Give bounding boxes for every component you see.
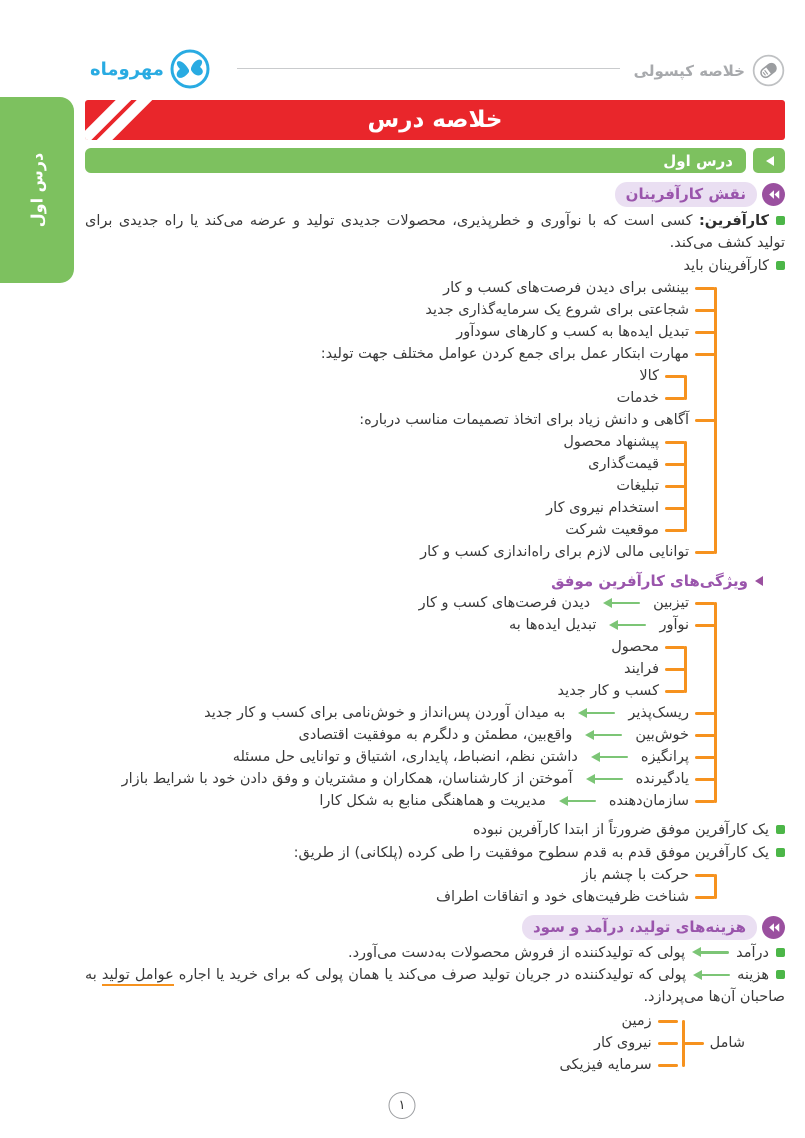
tree-item (559, 1054, 683, 1076)
tree-item (85, 519, 685, 541)
tree-item-label: مهارت ابتکار عمل برای جمع کردن عوامل مختلف جهت تولید: (320, 346, 689, 362)
tree-item (85, 475, 685, 497)
tree-item (85, 321, 715, 343)
entrepreneurs-must-label-row (85, 254, 785, 277)
bracket-tick (695, 602, 715, 605)
cost-desc: پولی که تولیدکننده در جریان تولید صرف می‌کند یا همان پولی که برای خرید یا اجاره (173, 967, 687, 983)
tree-item (85, 387, 685, 409)
bracket-tick (684, 1042, 704, 1045)
tree-item (85, 680, 685, 702)
trait-term: ریسک‌پذیر (628, 705, 689, 721)
trait-term: خوش‌بین (635, 727, 689, 743)
income-definition-row (85, 941, 785, 964)
page-number-value: ۱ (398, 1098, 406, 1113)
trait-row (85, 746, 715, 768)
left-arrow-icon (585, 730, 622, 741)
trait-desc: داشتن نظم، انضباط، پایداری، اشتیاق و توانایی حل مسئله (232, 749, 578, 765)
production-sub-tree (85, 365, 685, 409)
tree-item-label: محصول (611, 639, 659, 655)
success-bullet-2 (85, 841, 785, 864)
page-number (389, 1092, 416, 1119)
trait-row (85, 702, 715, 724)
bracket-tick (695, 800, 715, 803)
section-heading-label: نقش کارآفرینان (615, 182, 757, 207)
trait-row (85, 790, 715, 812)
bracket-tick (695, 712, 715, 715)
lesson-bar-label: درس اول (663, 151, 733, 170)
tree-item (559, 1032, 683, 1054)
cost-desc-rest: به صاحبان آن‌ها می‌پردازد. (85, 967, 785, 1005)
cost-term: هزینه (737, 967, 769, 983)
bracket-tick (695, 353, 715, 356)
tree-item-label: نیروی کار (593, 1035, 652, 1051)
section-heading-label: ویژگی‌های کارآفرین موفق (551, 571, 748, 590)
lesson-side-tab (0, 97, 74, 283)
tree-item (85, 886, 715, 908)
tree-item-label: شجاعتی برای شروع یک سرمایه‌گذاری جدید (425, 302, 689, 318)
bracket-line (684, 375, 687, 400)
doc-label-text: خلاصه کپسولی (633, 61, 745, 80)
trait-term: تیزبین (653, 595, 689, 611)
bracket-tick (665, 463, 685, 466)
left-arrow-icon (559, 796, 596, 807)
summary-banner (85, 100, 785, 140)
trait-term: سازمان‌دهنده (608, 793, 689, 809)
tree-item-label: استخدام نیروی کار (546, 500, 659, 516)
section-heading-traits (85, 569, 785, 592)
bracket-tick (695, 551, 715, 554)
lesson-bar-arrow-badge (753, 148, 785, 173)
entrepreneur-definition (85, 210, 785, 254)
brand-logo (90, 48, 211, 90)
left-arrow-icon (578, 708, 615, 719)
butterfly-icon (169, 48, 211, 90)
bracket-tick (658, 1042, 678, 1045)
bracket-line (714, 602, 717, 803)
banner-title: خلاصه درس (367, 107, 503, 133)
bracket-tick (665, 375, 685, 378)
tree-item (85, 658, 685, 680)
bracket-line (684, 646, 687, 693)
triangle-left-icon (766, 156, 774, 166)
tree-item-label: شناخت ظرفیت‌های خود و اتفاقات اطراف (435, 889, 689, 905)
tree-item-label: فرایند (624, 661, 659, 677)
trait-term: پرانگیزه (640, 749, 689, 765)
tree-item (85, 453, 685, 475)
includes-label: شامل (709, 1035, 745, 1051)
left-arrow-icon (609, 620, 646, 631)
bracket-tick (665, 507, 685, 510)
square-bullet-icon (776, 970, 785, 979)
income-term: درآمد (736, 944, 769, 961)
tree-item (85, 541, 715, 563)
bullet-text: یک کارآفرین موفق ضرورتاً از ابتدا کارآفرین نبوده (472, 821, 769, 838)
tree-item-label: کسب و کار جدید (557, 683, 659, 699)
bracket-line (714, 874, 717, 899)
left-arrow-icon (586, 774, 623, 785)
bracket-tick (695, 778, 715, 781)
bracket-tick (695, 309, 715, 312)
tree-item-label: توانایی مالی لازم برای راه‌اندازی کسب و کار (420, 544, 689, 560)
tree-item-label: خدمات (616, 390, 659, 406)
bracket-tick (665, 397, 685, 400)
tree-item (85, 431, 685, 453)
entrepreneurs-must-label: کارآفرینان باید (683, 257, 769, 274)
decisions-sub-tree (85, 431, 685, 541)
bracket-tick (665, 529, 685, 532)
traits-tree (85, 592, 715, 812)
left-arrow-icon (603, 598, 640, 609)
side-tab-label: درس اول (27, 152, 47, 228)
trait-term: نوآور (659, 617, 689, 633)
section-heading-entrepreneur-role (85, 182, 785, 206)
trait-desc: دیدن فرصت‌های کسب و کار (418, 595, 591, 611)
trait-row (85, 724, 715, 746)
left-arrow-icon (693, 970, 730, 981)
production-factors-includes (85, 1010, 745, 1076)
tree-item-label: کالا (639, 368, 659, 384)
trait-term: یادگیرنده (635, 771, 689, 787)
bracket-tick (665, 441, 685, 444)
tree-item (85, 277, 715, 299)
bracket-tick (695, 287, 715, 290)
header-divider-line (237, 68, 620, 69)
square-bullet-icon (776, 848, 785, 857)
bracket-line (684, 441, 687, 532)
double-chevron-left-icon (762, 183, 785, 206)
bracket-tick (695, 756, 715, 759)
tree-item-label: موقعیت شرکت (565, 522, 659, 538)
tree-item-label: تبدیل ایده‌ها به کسب و کارهای سودآور (456, 324, 689, 340)
income-desc: پولی که تولیدکننده از فروش محصولات به‌دست می‌آورد. (347, 944, 686, 961)
lesson-bar-row (85, 148, 785, 173)
bracket-tick (665, 485, 685, 488)
tree-item (85, 343, 715, 365)
lesson-bar (85, 148, 746, 173)
bracket-tick (695, 624, 715, 627)
cost-definition (85, 964, 785, 1008)
trait-desc: به میدان آوردن پس‌انداز و خوش‌نامی برای کسب و کار جدید (204, 705, 566, 721)
tree-item (559, 1010, 683, 1032)
trait-row (85, 592, 715, 614)
bracket-tick (665, 690, 685, 693)
tree-item (85, 365, 685, 387)
header-doc-label (634, 54, 785, 87)
definition-text: کسی است که با نوآوری و خطرپذیری، محصولات جدیدی تولید و عرضه می‌کند یا راه جدیدی برای تولید کشف می‌کند. (85, 213, 785, 251)
trait-row (85, 768, 715, 790)
bracket-tick (665, 646, 685, 649)
triangle-left-icon (755, 576, 763, 586)
bullet-text: یک کارآفرین موفق قدم به قدم سطوح موفقیت را طی کرده (پلکانی) از طریق: (293, 844, 769, 861)
success-steps-tree (85, 864, 715, 908)
tree-item-label: تبلیغات (616, 478, 659, 494)
tree-item-label: حرکت با چشم باز (581, 867, 689, 883)
section-heading-costs (85, 915, 785, 939)
tree-item-label: سرمایه فیزیکی (559, 1057, 652, 1073)
section-heading-label: هزینه‌های تولید، درآمد و سود (522, 915, 757, 940)
bracket-tick (695, 734, 715, 737)
trait-row (85, 614, 715, 636)
left-arrow-icon (591, 752, 628, 763)
double-chevron-left-icon (762, 916, 785, 939)
square-bullet-icon (776, 948, 785, 957)
trait-desc: مدیریت و هماهنگی منابع به شکل کارا (319, 793, 546, 809)
bracket-line (682, 1020, 685, 1067)
tree-item-label: آگاهی و دانش زیاد برای اتخاذ تصمیمات مناسب درباره: (359, 412, 689, 428)
definition-term: کارآفرین: (698, 213, 769, 229)
square-bullet-icon (776, 261, 785, 270)
square-bullet-icon (776, 825, 785, 834)
entrepreneurs-must-tree (85, 277, 715, 563)
tree-item (85, 409, 715, 431)
bracket-tick (695, 419, 715, 422)
success-bullet-1 (85, 818, 785, 841)
square-bullet-icon (776, 216, 785, 225)
tree-item-label: بینشی برای دیدن فرصت‌های کسب و کار (443, 280, 689, 296)
trait-desc: تبدیل ایده‌ها به (509, 617, 597, 633)
bracket-tick (695, 896, 715, 899)
tree-item (85, 497, 685, 519)
capsule-icon (752, 54, 785, 87)
includes-tree (559, 1010, 683, 1076)
tree-item (85, 299, 715, 321)
bracket-tick (658, 1064, 678, 1067)
bracket-tick (665, 668, 685, 671)
trait-desc: واقع‌بین، مطمئن و دلگرم به موفقیت اقتصادی (298, 727, 573, 743)
innovation-sub-tree (85, 636, 685, 702)
lesson-content (85, 100, 785, 1076)
tree-item-label: قیمت‌گذاری (588, 456, 659, 472)
tree-item (85, 864, 715, 886)
trait-desc: آموختن از کارشناسان، همکاران و مشتریان و وفق دادن خود با شرایط بازار (121, 771, 573, 787)
tree-item (85, 636, 685, 658)
left-arrow-icon (692, 947, 729, 958)
bracket-tick (695, 331, 715, 334)
bracket-line (714, 287, 717, 554)
cost-desc-underlined: عوامل تولید (102, 967, 174, 986)
bracket-tick (658, 1020, 678, 1023)
brand-name: مهروماه (90, 58, 164, 80)
bracket-tick (695, 874, 715, 877)
tree-item-label: پیشنهاد محصول (563, 434, 659, 450)
tree-item-label: زمین (621, 1013, 652, 1029)
